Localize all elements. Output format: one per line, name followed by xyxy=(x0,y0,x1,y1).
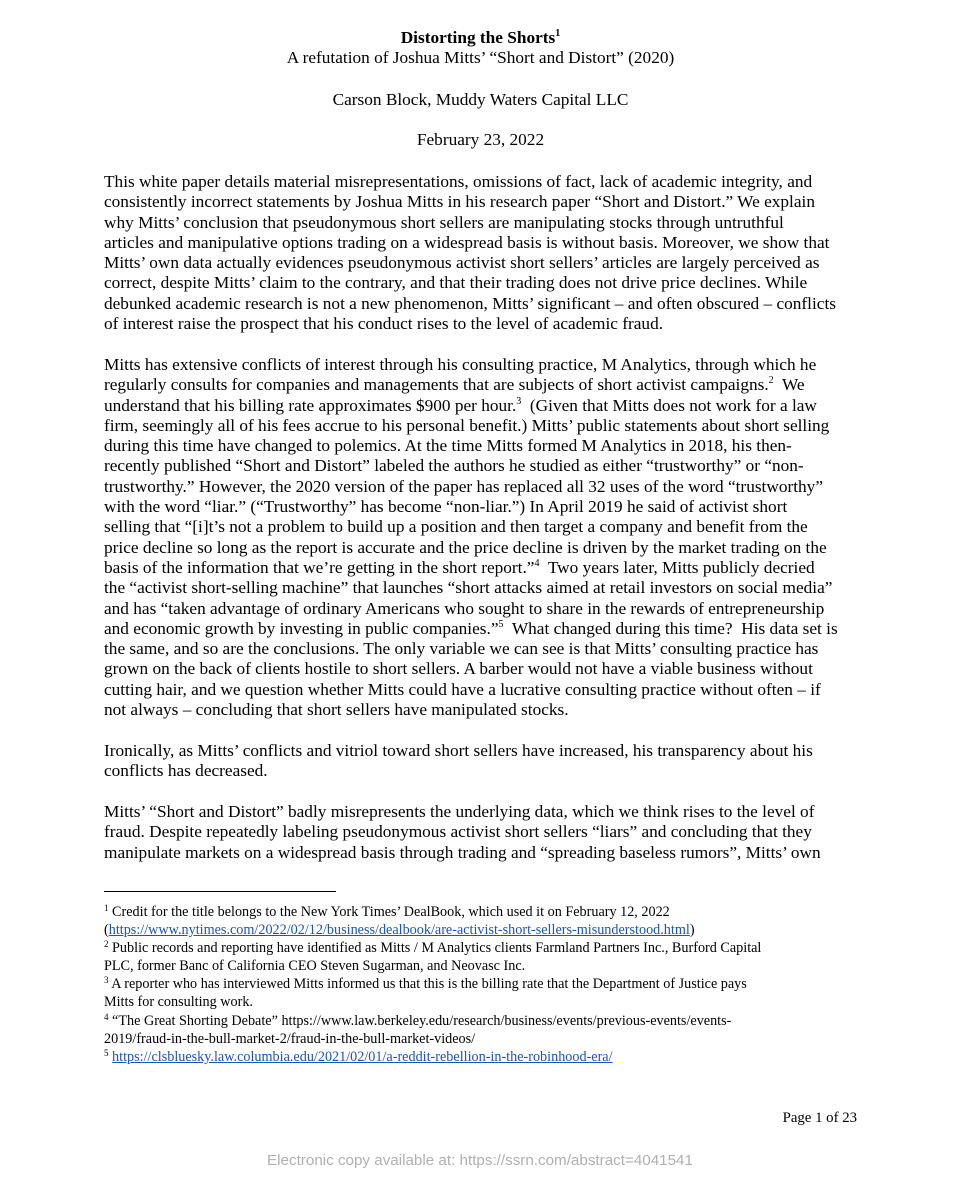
text-line: Mitts has extensive conflicts of interest through his consulting practice, M Analytics, through which he xyxy=(104,355,817,374)
document-subtitle: A refutation of Joshua Mitts’ “Short and Distort” (2020) xyxy=(286,48,675,67)
paragraph-misrepresents xyxy=(104,802,857,863)
footnote-number: 2 xyxy=(104,939,109,950)
text-line: firm, seemingly all of his fees accrue to his personal benefit.) Mitts’ public statements about short selling xyxy=(104,415,830,435)
text-line: consistently incorrect statements by Joshua Mitts in his research paper “Short and Distort.” We explain xyxy=(104,192,815,212)
footnotes-section xyxy=(104,903,857,1066)
text-line: This white paper details material misrepresentations, omissions of fact, lack of academic integrity, and xyxy=(104,172,813,191)
text-line: of interest raise the prospect that his conduct rises to the level of academic fraud. xyxy=(104,314,664,334)
text-line: cutting hair, and we question whether Mitts could have a lucrative consulting practice without often – if xyxy=(104,679,821,699)
footnote-ref-3[interactable]: 3 xyxy=(516,395,522,407)
paragraph-ironically xyxy=(104,741,857,782)
text-line: during this time have changed to polemics. At the time Mitts formed M Analytics in 2018, his then- xyxy=(104,436,792,456)
text-line: grown on the back of clients hostile to short sellers. A barber would not have a viable business without xyxy=(104,659,813,679)
text-line: regularly consults for companies and managements that are subjects of short activist campaigns.$^2$ We xyxy=(104,375,805,395)
footnote-4: $^4$ “The Great Shorting Debate” https://www.law.berkeley.edu/research/business/events/previous-events/events- 2019/fraud-in-the-bull-market-2/fraud-in-the-bull-market-videos/ xyxy=(104,1011,732,1047)
text-line: the same, and so are the conclusions. The only variable we can see is that Mitts’ consulting practice has xyxy=(104,639,819,659)
text-line: with the word “liar.” (“Trustworthy” has become “non-liar.”) In April 2019 he said of activist short xyxy=(104,497,788,517)
text-line: and has “taken advantage of ordinary Americans who sought to share in the rewards of entrepreneurship xyxy=(104,598,825,618)
footnote-5 xyxy=(104,1048,857,1066)
footnote-ref-4[interactable]: 4 xyxy=(534,557,540,569)
author-line: Carson Block, Muddy Waters Capital LLC xyxy=(332,90,629,109)
text-line: selling that “[i]t’s not a problem to build up a position and then target a company and benefit from the xyxy=(104,517,808,537)
text-line: not always – concluding that short sellers have manipulated stocks. xyxy=(104,700,569,720)
text-line: why Mitts’ conclusion that pseudonymous short sellers are manipulating stocks through untruthful xyxy=(104,212,784,232)
footnote-number: 1 xyxy=(104,903,109,913)
text-line: understand that his billing rate approximates $900 per hour.$^3$ (Given that Mitts does not work for a law xyxy=(104,395,817,415)
text-line: and economic growth by investing in public companies.”$^5$ What changed during this time? His data set is xyxy=(104,618,838,638)
text-line: conflicts has decreased. xyxy=(104,761,268,781)
footnote-number: 5 xyxy=(104,1047,109,1058)
text-line: Mitts’ “Short and Distort” badly misrepresents the underlying data, which we think rises to the level of xyxy=(104,802,815,821)
footnote-number: 3 xyxy=(104,975,109,986)
footnote-1: $^1$ Credit for the title belongs to the New York Times’ DealBook, which used it on February 12, 2022 (https://www.nytimes.com/2022/02/12/business/dealbook/are-activist-short-sellers-misunderstood.html) xyxy=(104,903,695,939)
nytimes-link[interactable]: https://www.nytimes.com/2022/02/12/business/dealbook/are-activist-short-sellers-misunderstood.html xyxy=(108,922,690,939)
text-line: recently published “Short and Distort” labeled the authors he studied as either “trustworthy” or “non- xyxy=(104,456,804,476)
ssrn-notice[interactable]: Electronic copy available at: https://ssrn.com/abstract=4041541 xyxy=(267,1152,693,1169)
text-line: articles and manipulative options trading on a widespread basis is without basis. Moreover, we show that xyxy=(104,232,830,252)
document-title xyxy=(104,28,857,48)
paragraph-conflicts xyxy=(104,355,857,720)
text-line: fraud. Despite repeatedly labeling pseudonymous activist short sellers “liars” and concluding that they xyxy=(104,822,812,842)
page-number: Page 1 of 23 xyxy=(782,1110,857,1126)
footnote-3: $^3$ A reporter who has interviewed Mitts informed us that this is the billing rate that the Department of Justice pays Mitts for consulting work. xyxy=(104,975,747,1011)
text-line: trustworthy.” However, the 2020 version of the paper has replaced all 32 uses of the word “trustworthy” xyxy=(104,476,823,496)
footnote-2: $^2$ Public records and reporting have identified as Mitts / M Analytics clients Farmland Partners Inc., Burford Capital PLC, former Banc of California CEO Steven Sugarman, and Neovasc Inc. xyxy=(104,939,762,975)
document-date: February 23, 2022 xyxy=(416,130,545,149)
text-line: debunked academic research is not a new phenomenon, Mitts’ significant – and often obscured – conflicts xyxy=(104,293,836,313)
text-line: correct, despite Mitts’ claim to the contrary, and that their trading does not drive price declines. While xyxy=(104,273,808,293)
footnote-ref-5[interactable]: 5 xyxy=(498,618,504,630)
title-text: Distorting the Shorts xyxy=(400,28,556,47)
text-line: Mitts’ own data actually evidences pseudonymous activist short sellers’ articles are largely perceived as xyxy=(104,253,820,273)
title-footnote-ref[interactable]: 1 xyxy=(555,28,561,39)
text-line: basis of the information that we’re getting in the short report.”$^4$ Two years later, Mitts publicly decried xyxy=(104,557,815,577)
columbia-link[interactable]: https://clsbluesky.law.columbia.edu/2021/02/01/a-reddit-rebellion-in-the-robinhood-era/ xyxy=(112,1048,613,1065)
text-line: manipulate markets on a widespread basis through trading and “spreading baseless rumors”, Mitts’ own xyxy=(104,842,821,862)
paragraph-intro xyxy=(104,172,857,334)
footnote-number: 4 xyxy=(104,1011,109,1022)
text-line: price decline so long as the report is accurate and the price decline is driven by the market trading on the xyxy=(104,537,827,557)
footnote-ref-2[interactable]: 2 xyxy=(768,375,774,387)
footnote-separator xyxy=(104,891,336,892)
text-line: Ironically, as Mitts’ conflicts and vitriol toward short sellers have increased, his transparency about his xyxy=(104,741,813,760)
text-line: the “activist short-selling machine” that launches “short attacks aimed at retail investors on social media” xyxy=(104,578,833,598)
